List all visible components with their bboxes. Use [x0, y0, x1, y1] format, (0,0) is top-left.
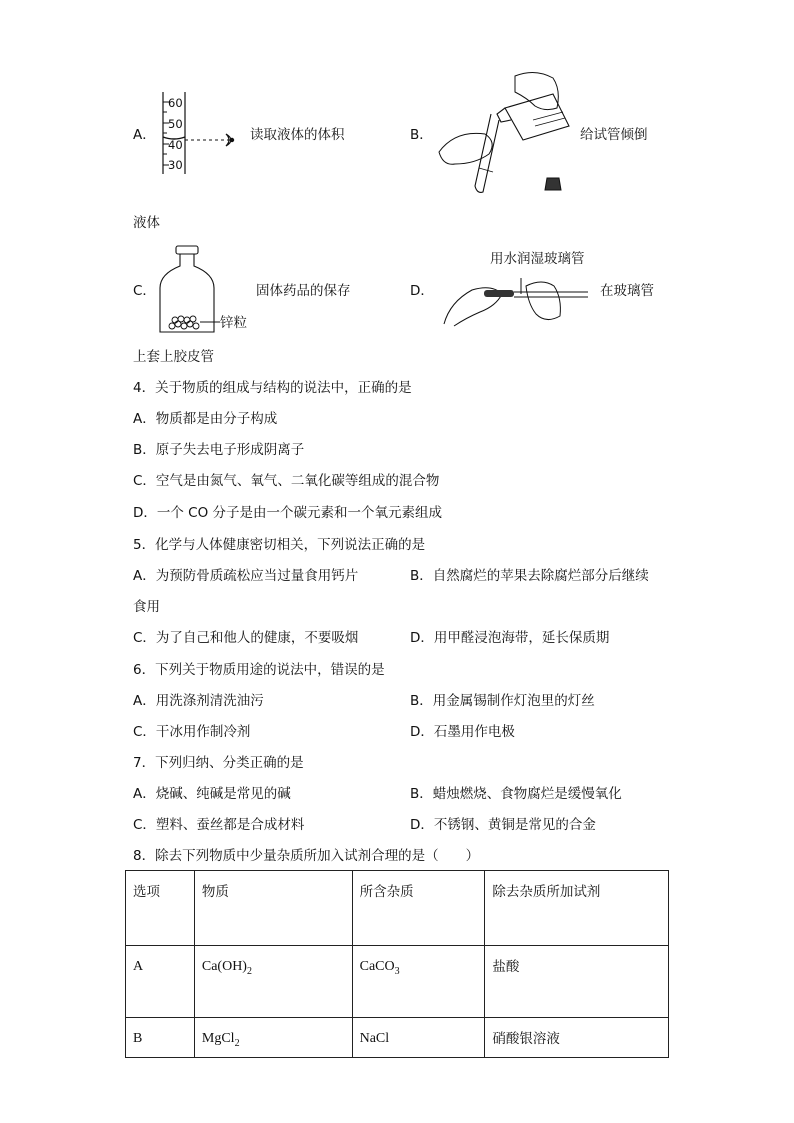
- q8-table: [125, 870, 669, 1058]
- q7-option-c: C．塑料、蚕丝都是合成材料: [133, 817, 305, 833]
- table-row: [126, 1018, 669, 1058]
- header-substance: 物质: [194, 871, 352, 946]
- q4-option-d: D．一个 CO 分子是由一个碳元素和一个氧元素组成: [133, 505, 443, 521]
- q3-option-a-caption: 读取液体的体积: [250, 127, 345, 143]
- q4-option-a: A．物质都是由分子构成: [133, 411, 278, 427]
- q7-option-a: A．烧碱、纯碱是常见的碱: [133, 786, 291, 802]
- scale-40: 40: [168, 138, 183, 152]
- q3-option-c-letter: C．: [133, 283, 156, 299]
- q5-option-a: A．为预防骨质疏松应当过量食用钙片: [133, 568, 359, 584]
- q5-option-b: B．自然腐烂的苹果去除腐烂部分后继续: [410, 568, 649, 584]
- row-a-reagent: 盐酸: [485, 946, 669, 1018]
- q5-option-b-wrap: 食用: [133, 599, 160, 615]
- glass-tube-figure: [436, 272, 596, 328]
- row-b-substance: MgCl$_2$: [194, 1018, 352, 1058]
- q3-option-d-letter: D．: [410, 283, 434, 299]
- q3-option-a-letter: A．: [133, 127, 156, 143]
- q3-option-d-caption: 在玻璃管: [600, 283, 654, 299]
- q8-stem: 8．除去下列物质中少量杂质所加入试剂合理的是（ ）: [133, 848, 480, 864]
- q6-option-b: B．用金属锡制作灯泡里的灯丝: [410, 693, 595, 709]
- q5-option-c: C．为了自己和他人的健康，不要吸烟: [133, 630, 359, 646]
- q5-stem: 5．化学与人体健康密切相关，下列说法正确的是: [133, 537, 426, 553]
- row-a-option: A: [126, 946, 195, 1018]
- scale-60: 60: [168, 96, 183, 110]
- q3-option-b-caption: 给试管倾倒: [580, 127, 648, 143]
- row-b-reagent: 硝酸银溶液: [485, 1018, 669, 1058]
- q3-option-b-caption-wrap: 液体: [133, 215, 160, 231]
- table-row: [126, 946, 669, 1018]
- q5-option-d: D．用甲醛浸泡海带，延长保质期: [410, 630, 610, 646]
- header-option: 选项: [126, 871, 195, 946]
- q6-stem: 6．下列关于物质用途的说法中，错误的是: [133, 662, 385, 678]
- q4-option-b: B．原子失去电子形成阴离子: [133, 442, 305, 458]
- q3-option-c-caption: 固体药品的保存: [256, 283, 351, 299]
- q3-option-d-top-label: 用水润湿玻璃管: [490, 251, 585, 267]
- zinc-label: 锌粒: [220, 315, 247, 331]
- q6-option-a: A．用洗涤剂清洗油污: [133, 693, 264, 709]
- scale-30: 30: [168, 158, 183, 172]
- header-impurity: 所含杂质: [352, 871, 485, 946]
- scale-50: 50: [168, 117, 183, 131]
- pouring-liquid-figure: [435, 68, 575, 196]
- q7-stem: 7．下列归纳、分类正确的是: [133, 755, 304, 771]
- q6-option-d: D．石墨用作电极: [410, 724, 515, 740]
- q6-option-c: C．干冰用作制冷剂: [133, 724, 251, 740]
- q4-stem: 4．关于物质的组成与结构的说法中，正确的是: [133, 380, 412, 396]
- row-b-option: B: [126, 1018, 195, 1058]
- q3-option-d-caption-wrap: 上套上胶皮管: [133, 349, 214, 365]
- row-a-substance: $Ca(OH)_2$: [194, 946, 352, 1018]
- reagent-bottle-figure: [156, 244, 222, 336]
- q3-option-b-letter: B．: [410, 127, 433, 143]
- row-b-impurity: NaCl: [352, 1018, 485, 1058]
- row-a-impurity: CaCO$_3$: [352, 946, 485, 1018]
- q4-option-c: C．空气是由氮气、氧气、二氧化碳等组成的混合物: [133, 473, 440, 489]
- header-reagent: 除去杂质所加试剂: [485, 871, 669, 946]
- q7-option-b: B．蜡烛燃烧、食物腐烂是缓慢氧化: [410, 786, 622, 802]
- q7-option-d: D．不锈钢、黄铜是常见的合金: [410, 817, 596, 833]
- table-header-row: [126, 871, 669, 946]
